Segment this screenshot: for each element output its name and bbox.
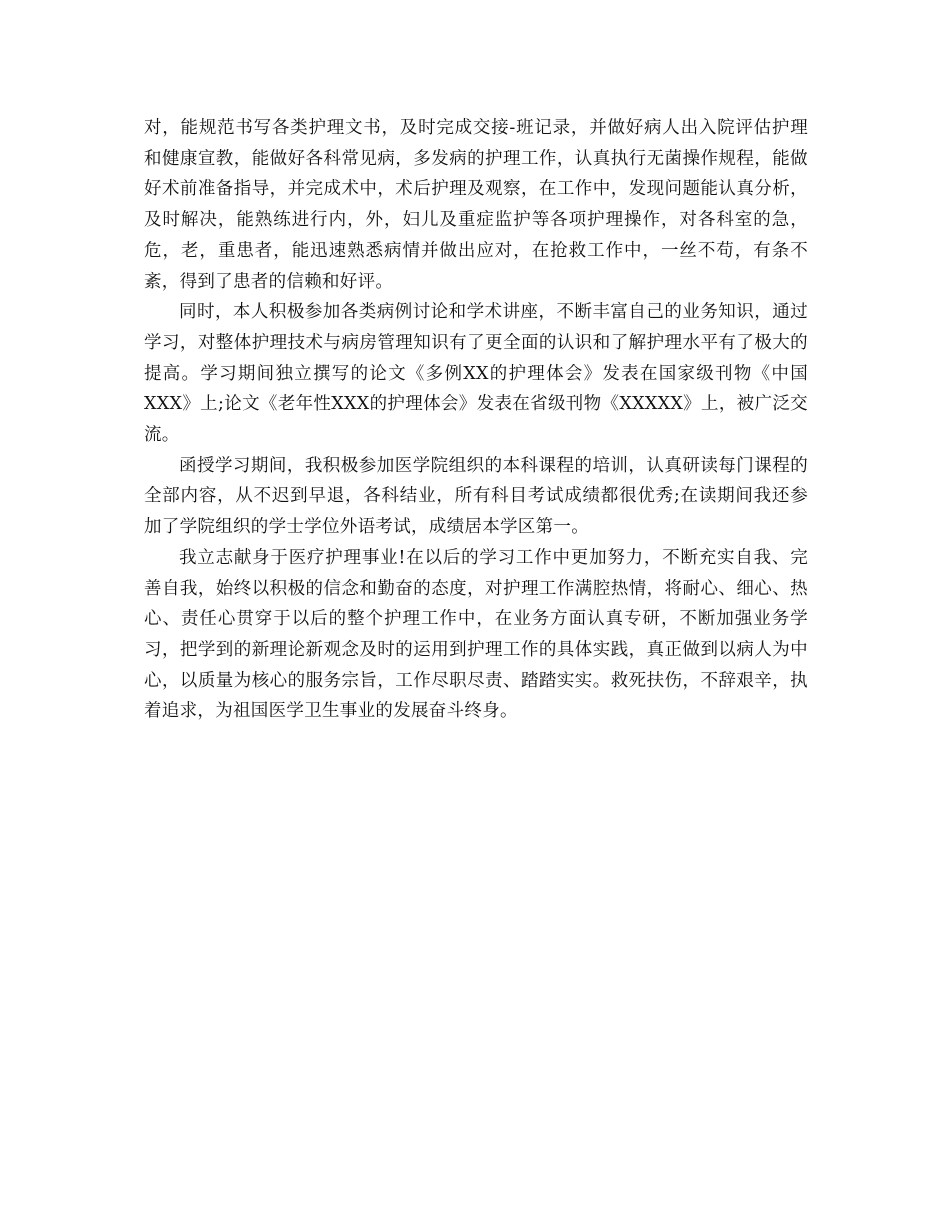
paragraph-continued: 对，能规范书写各类护理文书，及时完成交接-班记录，并做好病人出入院评估护理和健康宣教，能做好各科常见病，多发病的护理工作，认真执行无菌操作规程，能做好术前准备指导，并完成术中，术后护理及观察，在工作中，发现问题能认真分析，及时解决，能熟练进行内，外，妇儿及重症监护等各项护理操作，对各科室的急，危，老，重患者，能迅速熟悉病情并做出应对，在抢救工作中，一丝不苟，有条不紊，得到了患者的信赖和好评。 xyxy=(144,118,808,292)
document-body xyxy=(144,113,808,727)
paragraph-commitment: 我立志献身于医疗护理事业!在以后的学习工作中更加努力，不断充实自我、完善自我，始终以积极的信念和勤奋的态度，对护理工作满腔热情，将耐心、细心、热心、责任心贯穿于以后的整个护理工作中，在业务方面认真专研，不断加强业务学习，把学到的新理论新观念及时的运用到护理工作的具体实践，真正做到以病人为中心，以质量为核心的服务宗旨，工作尽职尽责、踏踏实实。救死扶伤，不辞艰辛，执着追求，为祖国医学卫生事业的发展奋斗终身。 xyxy=(144,547,808,722)
paragraph-correspondence-study: 函授学习期间，我积极参加医学院组织的本科课程的培训，认真研读每门课程的全部内容，从不迟到早退，各科结业，所有科目考试成绩都很优秀;在读期间我还参加了学院组织的学士学位外语考试，成绩居本学区第一。 xyxy=(144,455,808,538)
paragraph-study-activities: 同时，本人积极参加各类病例讨论和学术讲座，不断丰富自己的业务知识，通过学习，对整体护理技术与病房管理知识有了更全面的认识和了解护理水平有了极大的提高。学习期间独立撰写的论文《多例XX的护理体会》发表在国家级刊物《中国XXX》上;论文《老年性XXX的护理体会》发表在省级刊物《XXXXX》上，被广泛交流。 xyxy=(144,302,808,446)
